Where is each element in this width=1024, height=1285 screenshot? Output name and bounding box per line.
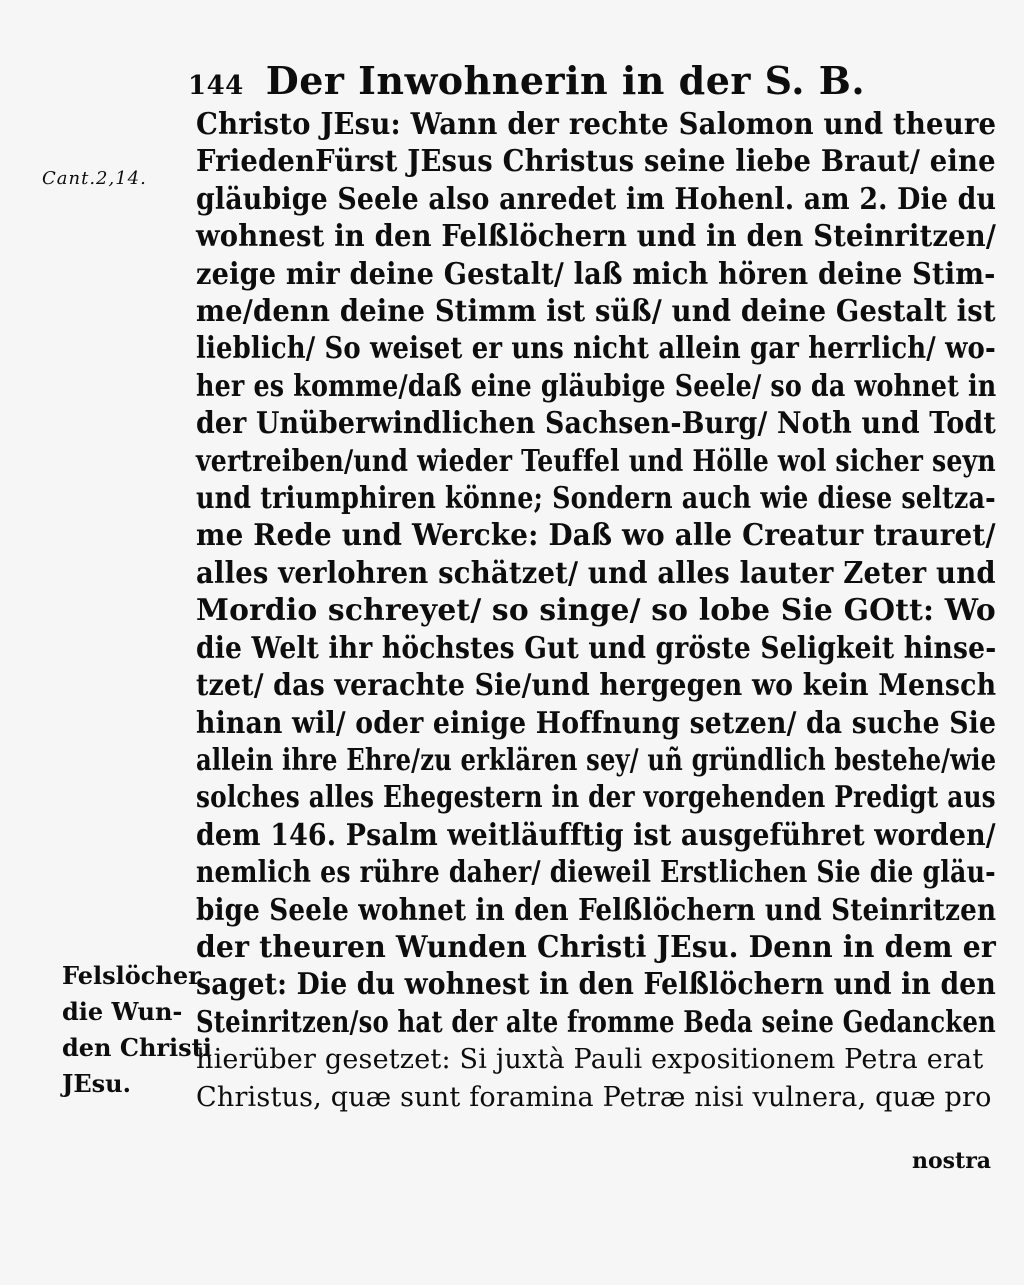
margin-note-line: Felslöcher [62,961,201,990]
text-line: tzet/ das verachte Sie/und hergegen wo kein Mensch [196,668,997,704]
text-line: gläubige Seele also anredet im Hohenl. am 2. Die du [196,181,997,217]
text-line: me/denn deine Stimm ist süß/ und deine Gestalt ist [196,294,996,330]
catchword: nostra [912,1148,992,1174]
text-line: vertreiben/und wieder Teuffel und Hölle wol sicher seyn [196,443,996,479]
running-title: Der Inwohnerin in der S. B. [265,58,866,103]
text-line: Steinritzen/so hat der alte fromme Beda seine Gedancken [196,1004,996,1040]
text-line: der Unüberwindlichen Sachsen-Burg/ Noth und Todt [196,406,996,442]
margin-note-line: JEsu. [62,1069,131,1098]
text-line: und triumphiren könne; Sondern auch wie diese seltza- [196,481,996,517]
text-line: lieblich/ So weiset er uns nicht allein gar herrlich/ wo- [196,331,996,367]
text-line: dem 146. Psalm weitläufftig ist ausgeführet worden/ [196,817,996,853]
text-line: allein ihre Ehre/zu erklären sey/ uñ gründlich bestehe/wie [196,742,997,778]
text-line: wohnest in den Felßlöchern und in den Steinritzen/ [196,219,997,255]
text-line: Christo JEsu: Wann der rechte Salomon und theure [196,107,997,142]
margin-note-line: die Wun- [62,997,183,1026]
latin-quote-line: Christus, quæ sunt foramina Petræ nisi vulnera, quæ pro [196,1081,992,1113]
text-line: der theuren Wunden Christi JEsu. Denn in dem er [196,929,996,965]
latin-quote-line: hierüber gesetzet: Si juxtà Pauli expositionem Petra erat [196,1044,984,1076]
margin-note-line: den Christi [62,1033,212,1062]
text-line: die Welt ihr höchstes Gut und gröste Seligkeit hinse- [196,630,997,666]
text-line: alles verlohren schätzet/ und alles lauter Zeter und [196,555,996,591]
text-line: me Rede und Wercke: Daß wo alle Creatur trauret/ [196,518,996,554]
margin-reference: Cant.2,14. [42,168,147,189]
text-line: solches alles Ehegestern in der vorgehenden Predigt aus [196,780,996,816]
text-line: nemlich es rühre daher/ dieweil Erstlichen Sie die gläu- [196,855,996,891]
text-line: hinan wil/ oder einige Hoffnung setzen/ da suche Sie [196,705,997,741]
text-line: saget: Die du wohnest in den Felßlöchern und in den [196,967,996,1003]
page-number: 144 [188,71,244,101]
body-text [196,106,996,1116]
running-header [188,58,865,103]
text-line: FriedenFürst JEsus Christus seine liebe Braut/ eine [196,144,996,180]
text-line: bige Seele wohnet in den Felßlöchern und Steinritzen [196,892,997,928]
margin-note [62,958,212,1102]
text-line: Mordio schreyet/ so singe/ so lobe Sie GOtt: Wo [196,593,996,629]
text-line: her es komme/daß eine gläubige Seele/ so da wohnet in [196,368,997,404]
text-line: zeige mir deine Gestalt/ laß mich hören deine Stim- [196,256,996,292]
